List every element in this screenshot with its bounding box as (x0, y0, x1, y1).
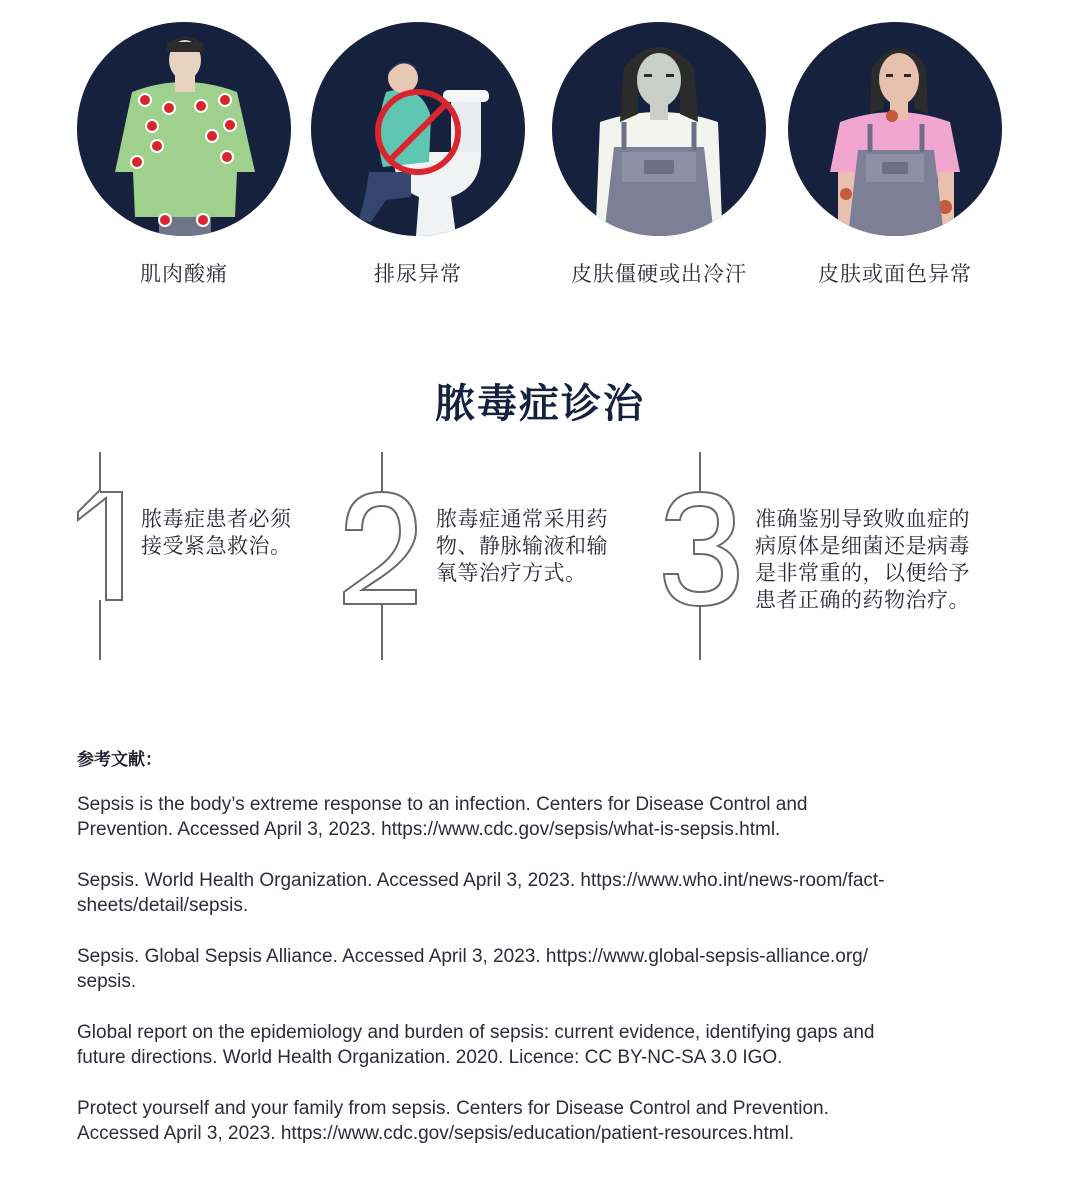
reference-line: Sepsis. Global Sepsis Alliance. Accessed April 3, 2023. https://www.global-sepsis-alliance.org/ (77, 946, 869, 967)
reference-line: Protect yourself and your family from sepsis. Centers for Disease Control and Prevention. (77, 1098, 829, 1119)
no-urination-icon (311, 22, 525, 236)
section-title: 脓毒症诊治 (435, 381, 645, 427)
step-line: 准确鉴别导致败血症的 (755, 507, 970, 531)
symptom-urination (311, 22, 525, 286)
reference-line: Sepsis. World Health Organization. Accessed April 3, 2023. https://www.who.int/news-room/fact- (77, 870, 885, 891)
symptom-label: 排尿异常 (374, 262, 462, 286)
number-one-icon (76, 450, 136, 662)
reference-line: Global report on the epidemiology and burden of sepsis: current evidence, identifying gaps and (77, 1022, 875, 1043)
step-text (141, 506, 331, 560)
step-line: 氧等治疗方式。 (436, 561, 587, 585)
symptom-skin-color (788, 22, 1002, 286)
reference-item (77, 792, 1007, 842)
step-line: 患者正确的药物治疗。 (755, 588, 970, 612)
symptom-label: 皮肤或面色异常 (818, 262, 972, 286)
reference-item (77, 944, 1007, 994)
number-two-icon (340, 450, 420, 662)
symptom-muscle-pain (77, 22, 291, 286)
reference-line: sheets/detail/sepsis. (77, 895, 249, 916)
reference-item (77, 868, 1007, 918)
reference-line: Accessed April 3, 2023. https://www.cdc.gov/sepsis/education/patient-resources.html. (77, 1123, 795, 1144)
step-line: 脓毒症患者必须 (141, 507, 292, 531)
symptom-label: 肌肉酸痛 (140, 262, 228, 286)
symptom-clammy-skin (552, 22, 766, 286)
number-three-icon (660, 450, 742, 662)
step-line: 病原体是细菌还是病毒 (755, 534, 970, 558)
step-line: 物、静脉输液和输 (436, 534, 608, 558)
step-line: 脓毒症通常采用药 (436, 507, 608, 531)
clammy-skin-icon (552, 22, 766, 236)
reference-line: Prevention. Accessed April 3, 2023. https://www.cdc.gov/sepsis/what-is-sepsis.html. (77, 819, 781, 840)
step-line: 接受紧急救治。 (141, 534, 292, 558)
reference-line: future directions. World Health Organization. 2020. Licence: CC BY-NC-SA 3.0 IGO. (77, 1047, 783, 1068)
skin-discoloration-icon (788, 22, 1002, 236)
muscle-pain-icon (77, 22, 291, 236)
reference-line: Sepsis is the body’s extreme response to an infection. Centers for Disease Control and (77, 794, 808, 815)
reference-item (77, 1096, 1007, 1146)
reference-line: sepsis. (77, 971, 137, 992)
references (77, 745, 1007, 1172)
step-text (436, 506, 636, 587)
step-line: 是非常重的，以便给予 (755, 561, 970, 585)
reference-item (77, 1020, 1007, 1070)
step-text (755, 506, 1005, 614)
references-heading: 参考文献： (77, 750, 162, 770)
symptom-label: 皮肤僵硬或出冷汗 (571, 262, 747, 286)
